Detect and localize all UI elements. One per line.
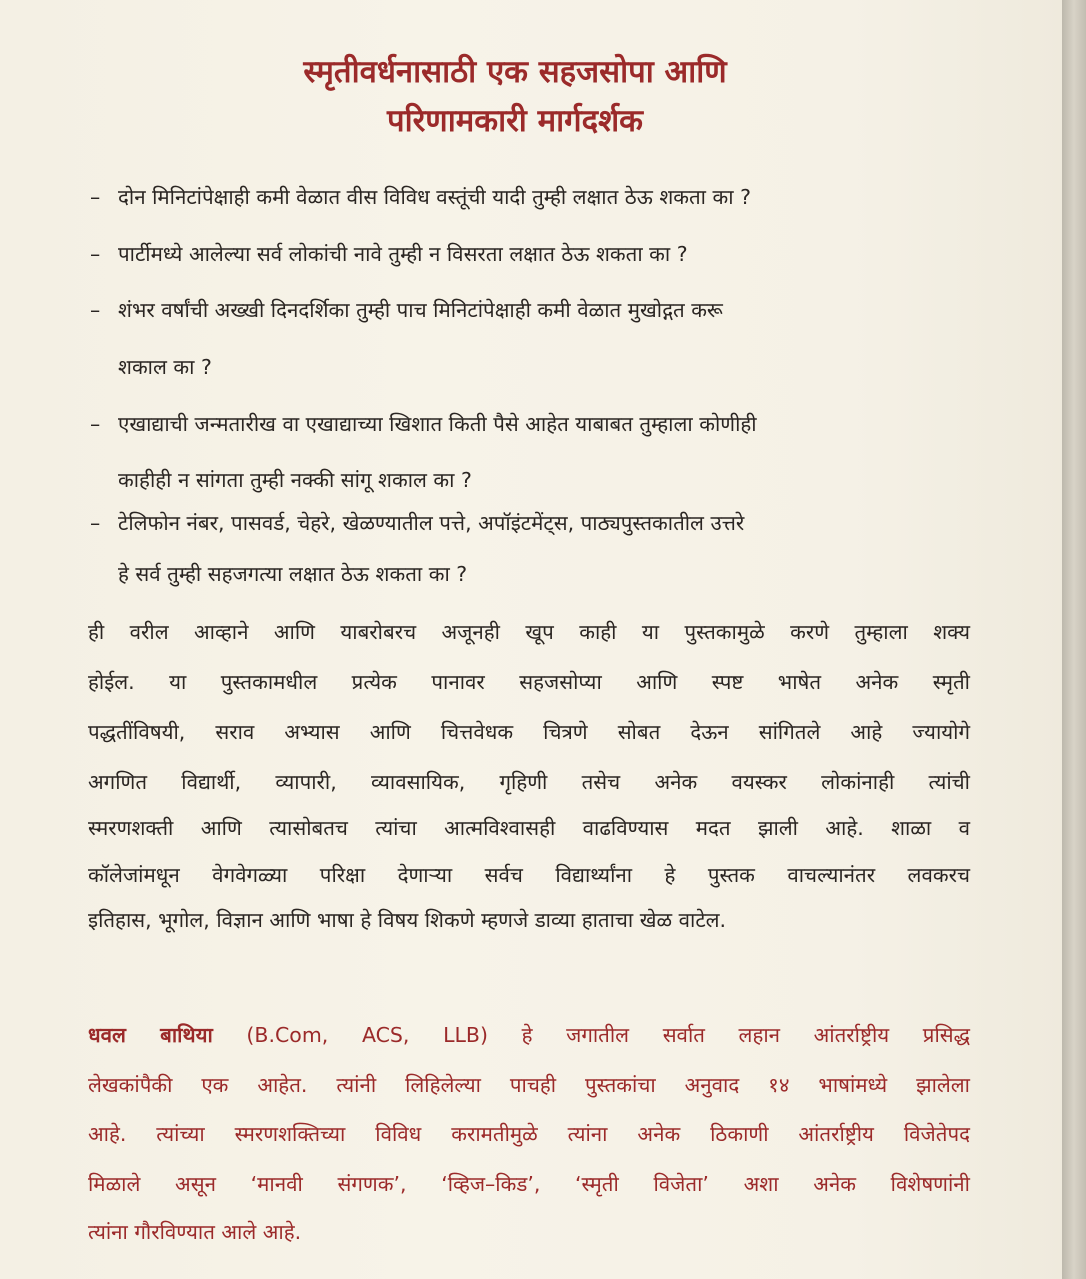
- author-credentials: (B.Com, ACS, LLB) हे जगातील सर्वात लहान आंतर्राष्ट्रीय प्रसिद्ध: [212, 1023, 970, 1047]
- question-4-line-2: काहीही न सांगता तुम्ही नक्की सांगू शकाल का ?: [118, 468, 472, 492]
- description-line-5: स्मरणशक्ती आणि त्यासोबतच त्यांचा आत्मविश्वासही वाढविण्यास मदत झाली आहे. शाळा व: [88, 816, 970, 840]
- question-5-line-1: टेलिफोन नंबर, पासवर्ड, चेहरे, खेळण्यातील पत्ते, अपॉइंटमेंट्स, पाठ्यपुस्तकातील उत्तरे: [118, 511, 745, 535]
- question-2-line-1: पार्टीमध्ये आलेल्या सर्व लोकांची नावे तुम्ही न विसरता लक्षात ठेऊ शकता का ?: [118, 242, 688, 266]
- question-3-line-2: शकाल का ?: [118, 355, 212, 379]
- question-5: [90, 509, 970, 537]
- author-bio-line-1: [88, 1021, 970, 1049]
- description-line-4: अगणित विद्यार्थी, व्यापारी, व्यावसायिक, गृहिणी तसेच अनेक वयस्कर लोकांनाही त्यांची: [88, 770, 970, 794]
- dash-marker: –: [90, 511, 101, 535]
- description-line-7: इतिहास, भूगोल, विज्ञान आणि भाषा हे विषय शिकणे म्हणजे डाव्या हाताचा खेळ वाटेल.: [88, 908, 727, 932]
- dash-marker: –: [90, 298, 101, 322]
- description-line-6: कॉलेजांमधून वेगवेगळ्या परिक्षा देणाऱ्या सर्वच विद्यार्थ्यांना हे पुस्तक वाचल्यानंतर लवकरच: [88, 863, 970, 887]
- page-title-line-2: परिणामकारी मार्गदर्शक: [386, 103, 643, 139]
- question-1: [90, 183, 970, 211]
- dash-marker: –: [90, 412, 101, 436]
- question-3-line-1: शंभर वर्षांची अख्खी दिनदर्शिका तुम्ही पाच मिनिटांपेक्षाही कमी वेळात मुखोद्गत करू: [118, 298, 723, 322]
- author-bio-line-5: त्यांना गौरविण्यात आले आहे.: [88, 1220, 302, 1244]
- page-title-line-1: स्मृतीवर्धनासाठी एक सहजसोपा आणि: [303, 54, 727, 90]
- author-bio-line-3: आहे. त्यांच्या स्मरणशक्तिच्या विविध करामतीमुळे त्यांना अनेक ठिकाणी आंतर्राष्ट्रीय विजेतेपद: [88, 1122, 970, 1146]
- dash-marker: –: [90, 185, 101, 209]
- book-edge: [1062, 0, 1086, 1279]
- question-2: [90, 240, 970, 268]
- question-4: [90, 410, 970, 438]
- author-bio-line-4: मिळाले असून ‘मानवी संगणक’, ‘व्हिज–किड’, ‘स्मृती विजेता’ अशा अनेक विशेषणांनी: [88, 1172, 970, 1196]
- author-name: धवल बाथिया: [88, 1023, 213, 1047]
- question-1-line-1: दोन मिनिटांपेक्षाही कमी वेळात वीस विविध वस्तूंची यादी तुम्ही लक्षात ठेऊ शकता का ?: [118, 185, 751, 209]
- dash-marker: –: [90, 242, 101, 266]
- question-4-line-1: एखाद्याची जन्मतारीख वा एखाद्याच्या खिशात किती पैसे आहेत याबाबत तुम्हाला कोणीही: [118, 412, 757, 436]
- author-bio-line-2: लेखकांपैकी एक आहेत. त्यांनी लिहिलेल्या पाचही पुस्तकांचा अनुवाद १४ भाषांमध्ये झालेला: [88, 1073, 970, 1097]
- question-3: [90, 296, 970, 324]
- description-line-2: होईल. या पुस्तकामधील प्रत्येक पानावर सहजसोप्या आणि स्पष्ट भाषेत अनेक स्मृती: [88, 670, 970, 694]
- description-line-3: पद्धतींविषयी, सराव अभ्यास आणि चित्तवेधक चित्रणे सोबत देऊन सांगितले आहे ज्यायोगे: [88, 720, 970, 744]
- description-line-1: ही वरील आव्हाने आणि याबरोबरच अजूनही खूप काही या पुस्तकामुळे करणे तुम्हाला शक्य: [88, 620, 970, 644]
- question-5-line-2: हे सर्व तुम्ही सहजगत्या लक्षात ठेऊ शकता का ?: [118, 562, 468, 586]
